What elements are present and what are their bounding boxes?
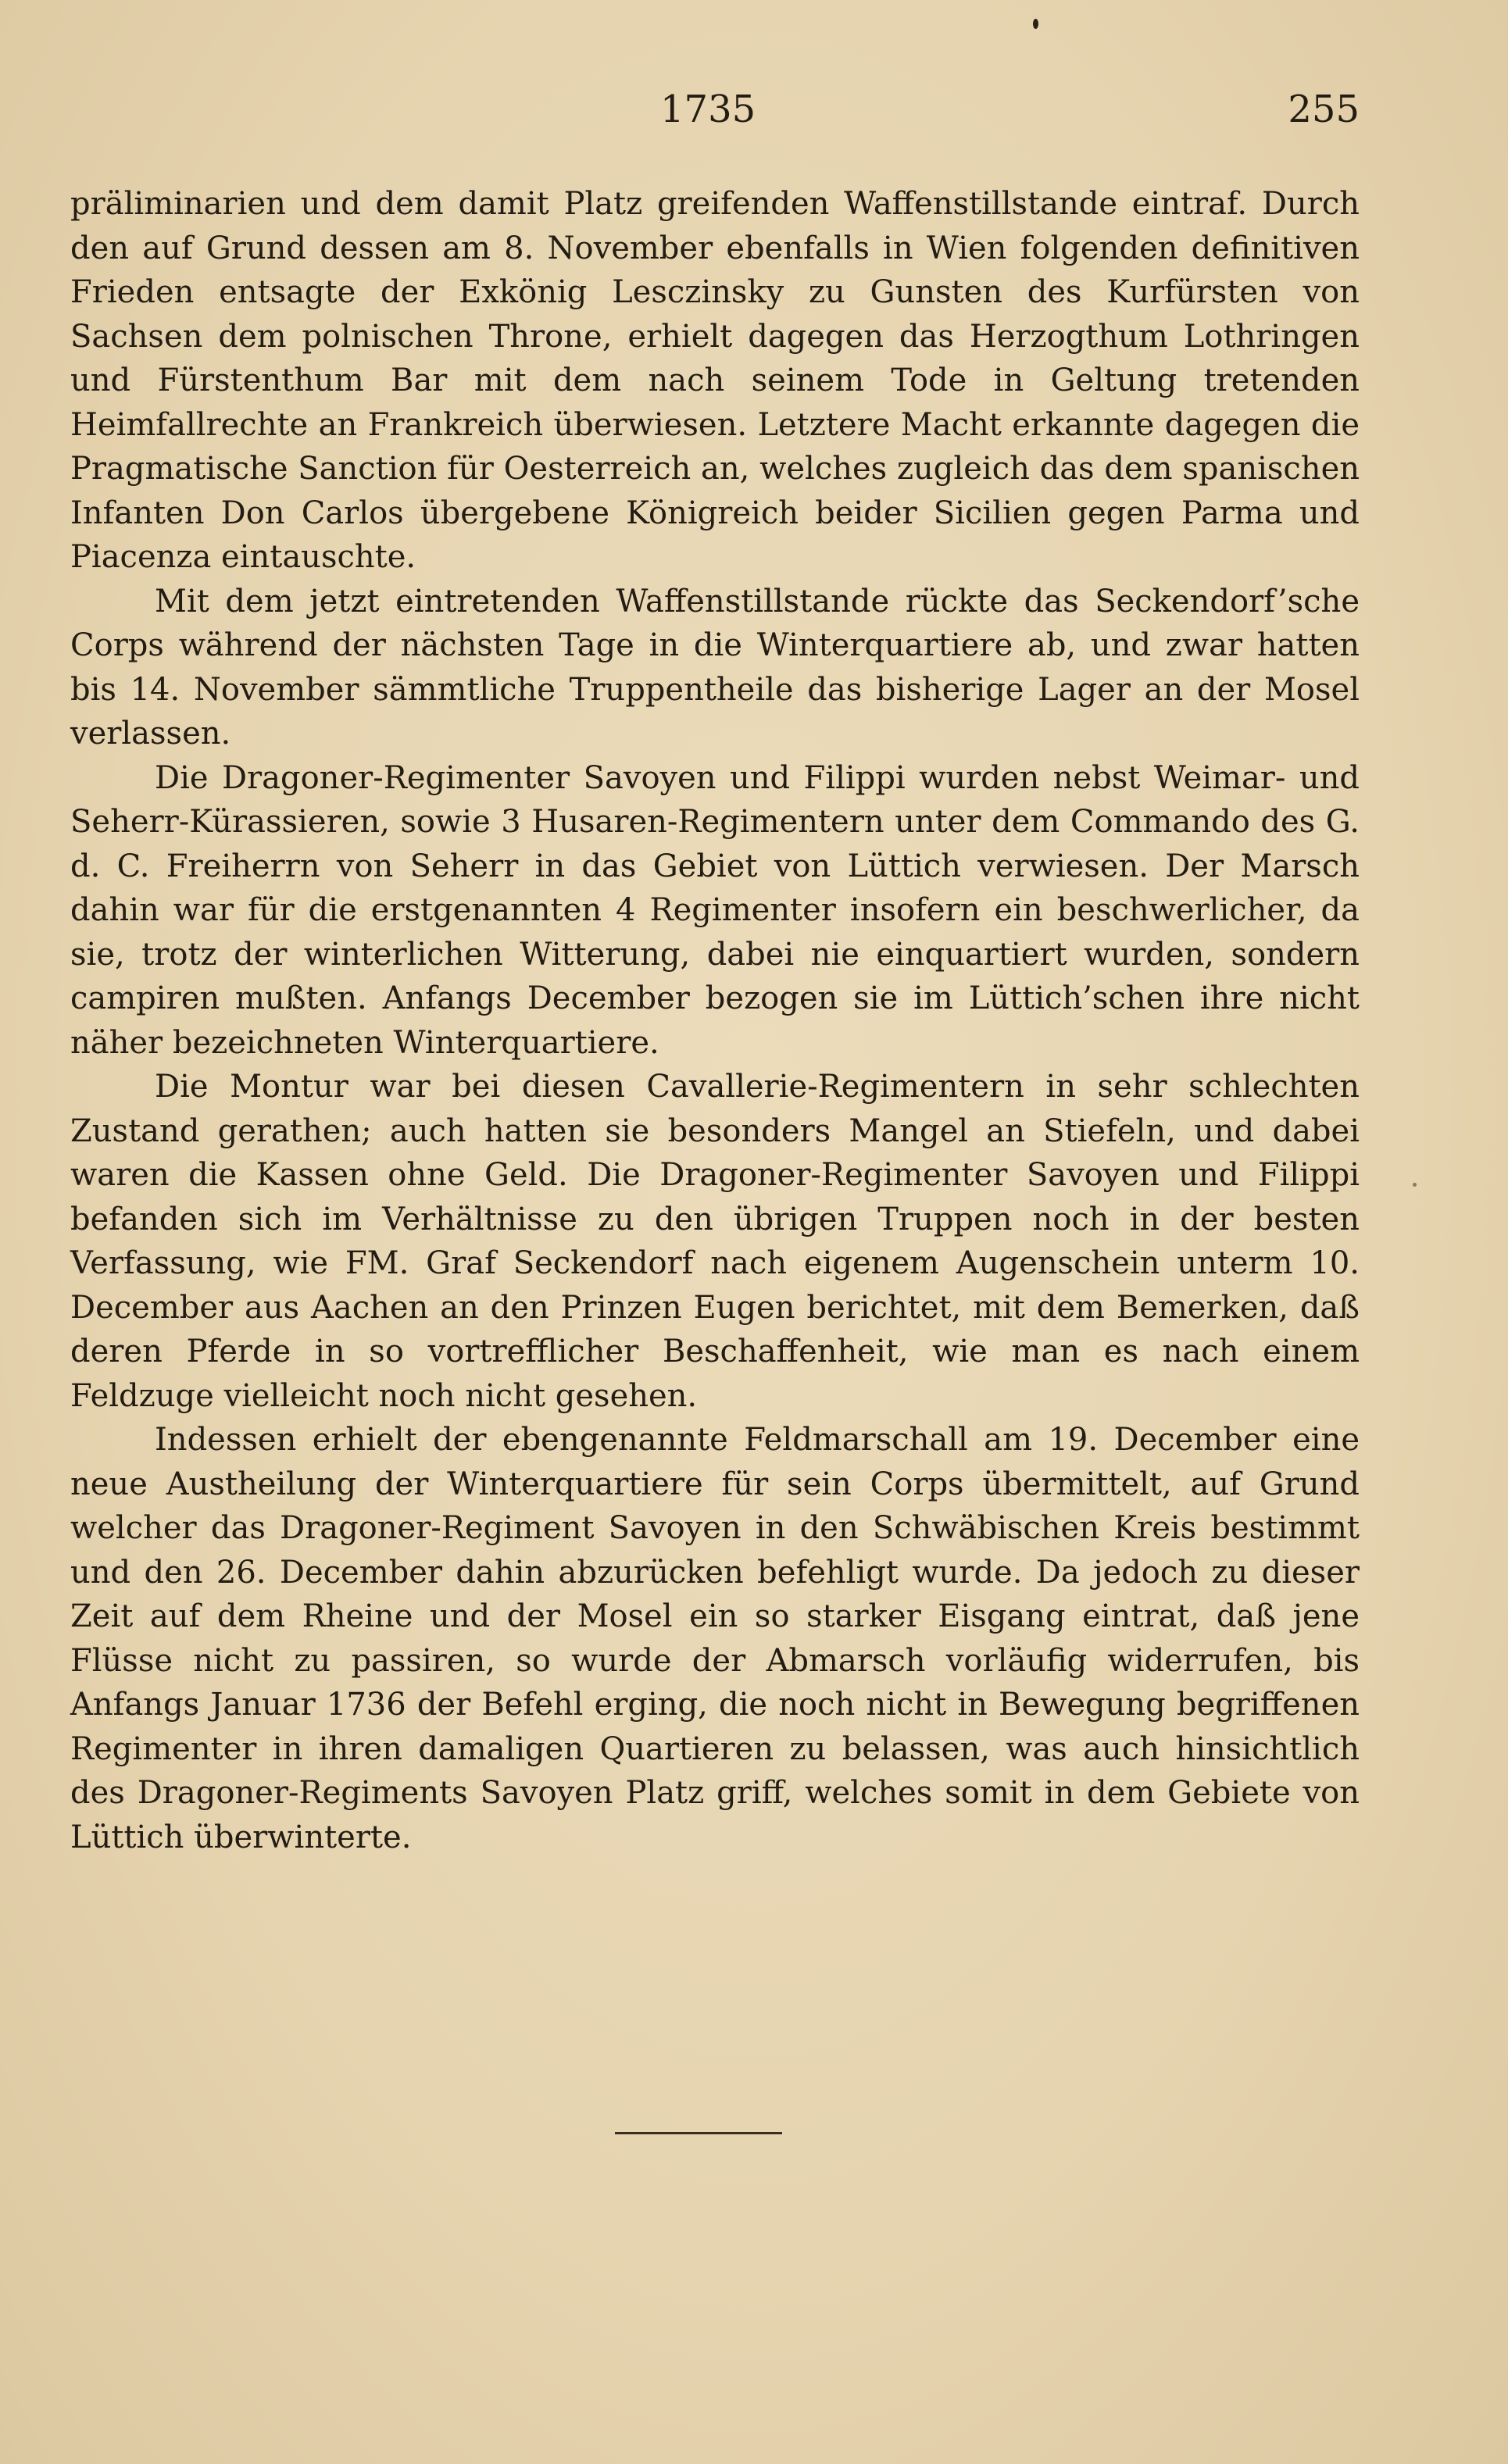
ink-speck bbox=[1033, 19, 1038, 29]
paragraph: Mit dem jetzt eintretenden Waffenstillstande rückte das Seckendorf’sche Corps während der nächsten Tage in die Winterquartiere ab, und zwar hatten bis 14. November sämmtliche Truppentheile das bisherige Lager an der Mosel verlassen. bbox=[70, 583, 1360, 752]
paragraph: Die Montur war bei diesen Cavallerie-Regimentern in sehr schlechten Zustand gerathen; auch hatten sie besonders Mangel an Stiefeln, und dabei waren die Kassen ohne Geld. Die Dragoner-Regimenter Savoyen und Filippi befanden sich im Verhältnisse zu den übrigen Truppen noch in der besten Verfassung, wie FM. Graf Seckendorf nach eigenem Augenschein unterm 10. December aus Aachen an den Prinzen Eugen berichtet, mit dem Bemerken, daß deren Pferde in so vortrefflicher Beschaffenheit, wie man es nach einem Feldzuge vielleicht noch nicht gesehen. bbox=[70, 1069, 1360, 1414]
paragraph: Die Dragoner-Regimenter Savoyen und Filippi wurden nebst Weimar- und Seherr-Kürassieren, sowie 3 Husaren-Regimentern unter dem Commando des G. d. C. Freiherrn von Seherr in das Gebiet von Lüttich verwiesen. Der Marsch dahin war für die erstgenannten 4 Regimenter insofern ein beschwerlicher, da sie, trotz der winterlichen Witterung, dabei nie einquartiert wurden, sondern campiren mußten. Anfangs December bezogen sie im Lüttich’schen ihre nicht näher bezeichneten Winterquartiere. bbox=[70, 759, 1360, 1061]
page-number: 255 bbox=[1288, 87, 1360, 131]
paragraph: Indessen erhielt der ebengenannte Feldmarschall am 19. December eine neue Austheilung der Winterquartiere für sein Corps übermittelt, auf Grund welcher das Dragoner-Regiment Savoyen in den Schwäbischen Kreis bestimmt und den 26. December dahin abzurücken befehligt wurde. Da jedoch zu dieser Zeit auf dem Rheine und der Mosel ein so starker Eisgang eintrat, daß jene Flüsse nicht zu passiren, so wurde der Abmarsch vorläufig widerrufen, bis Anfangs Januar 1736 der Befehl erging, die noch nicht in Bewegung begriffenen Regimenter in ihren damaligen Quartieren zu belassen, was auch hinsichtlich des Dragoner-Regiments Savoyen Platz griff, welches somit in dem Gebiete von Lüttich überwinterte. bbox=[70, 1422, 1360, 1855]
section-end-rule bbox=[615, 2132, 782, 2134]
ink-speck bbox=[1413, 1183, 1417, 1187]
running-head-year: 1735 bbox=[660, 87, 756, 131]
body-text bbox=[70, 182, 1360, 1859]
paragraph: präliminarien und dem damit Platz greifenden Waffenstillstande eintraf. Durch den auf Grund dessen am 8. November ebenfalls in Wien folgenden definitiven Frieden entsagte der Exkönig Lesczinsky zu Gunsten des Kurfürsten von Sachsen dem polnischen Throne, erhielt dagegen das Herzogthum Lothringen und Fürstenthum Bar mit dem nach seinem Tode in Geltung tretenden Heimfallrechte an Frankreich überwiesen. Letztere Macht erkannte dagegen die Pragmatische Sanction für Oesterreich an, welches zugleich das dem spanischen Infanten Don Carlos übergebene Königreich beider Sicilien gegen Parma und Piacenza eintauschte. bbox=[70, 186, 1360, 575]
page-header bbox=[70, 87, 1360, 142]
